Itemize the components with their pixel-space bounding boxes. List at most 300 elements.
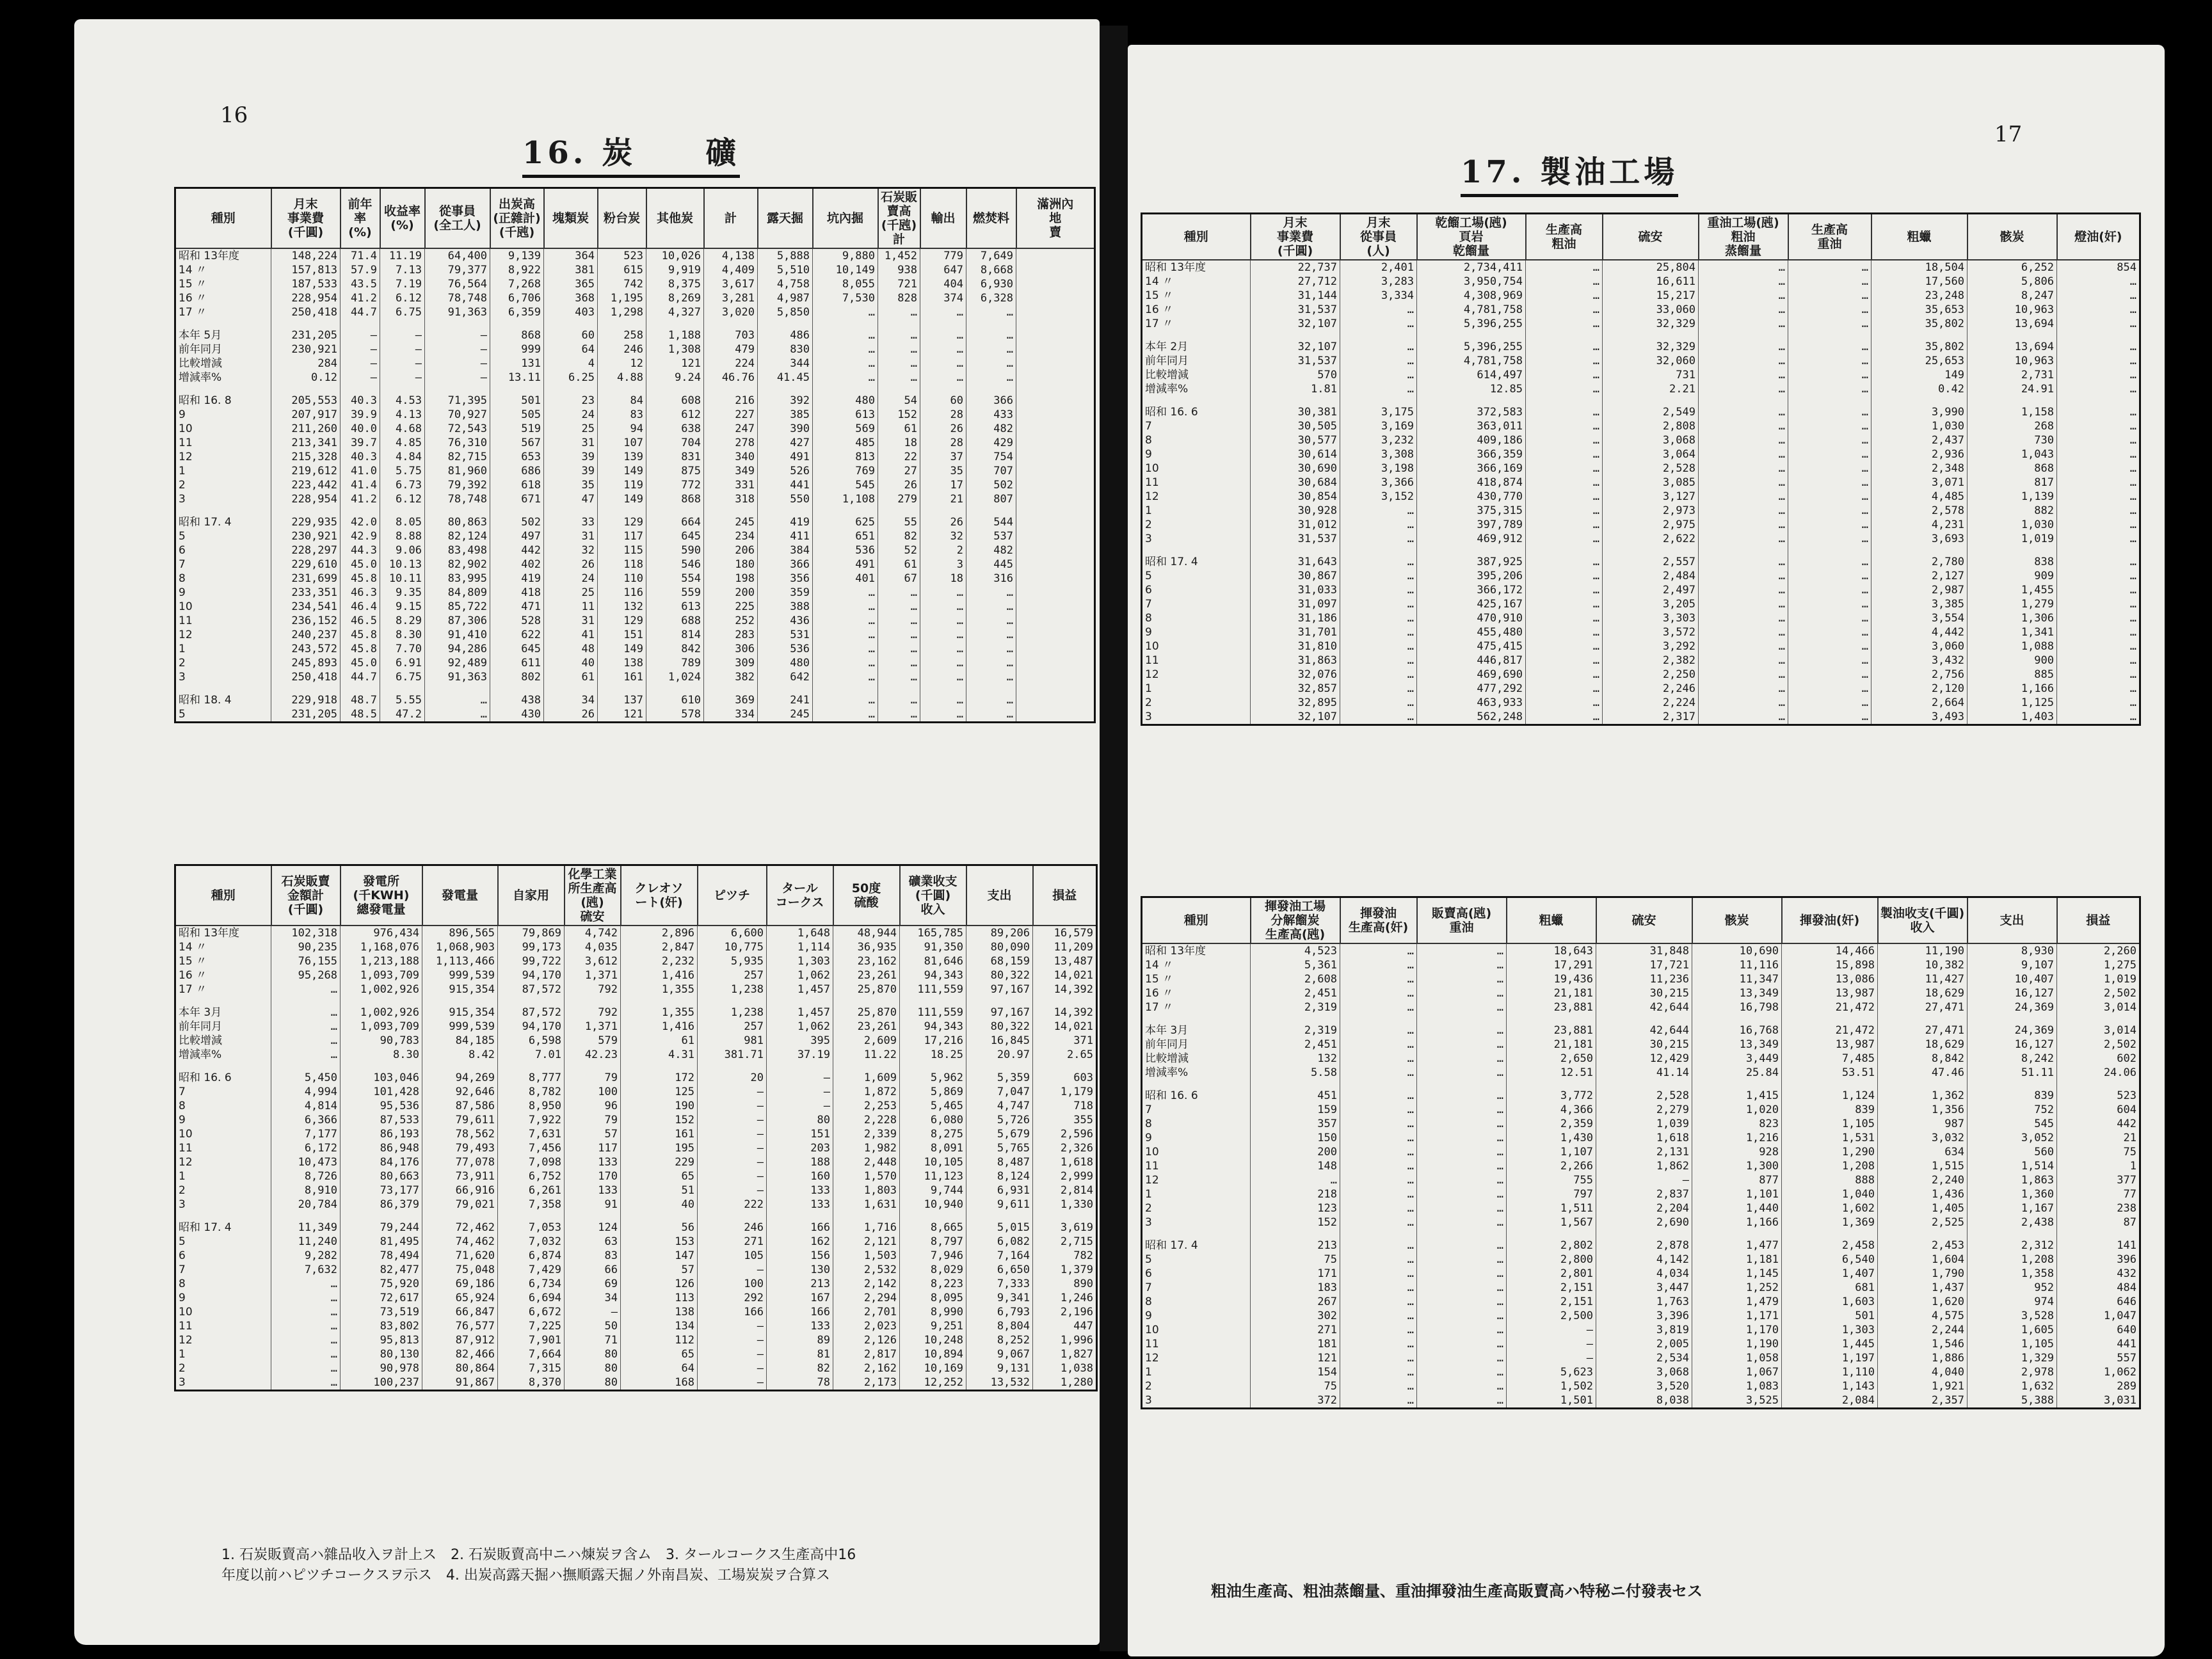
table-cell: …	[1788, 317, 1871, 331]
table-cell: 1,058	[1692, 1351, 1782, 1365]
table-cell: 1,567	[1507, 1215, 1596, 1230]
table-cell: 7,922	[498, 1113, 565, 1127]
table-cell: …	[1417, 1023, 1507, 1038]
table-cell: …	[1699, 569, 1788, 583]
table-cell: 50	[565, 1319, 621, 1333]
table-cell: 246	[698, 1221, 767, 1235]
table-cell: …	[878, 642, 920, 656]
table-cell: 71	[565, 1333, 621, 1347]
table-cell: 42,644	[1596, 1000, 1692, 1014]
table-cell: 91,363	[425, 670, 490, 684]
table-cell: 7.01	[498, 1048, 565, 1062]
table-cell: 82,715	[425, 450, 490, 464]
table-cell: 32,107	[1251, 710, 1340, 725]
table-cell: 1,039	[1596, 1117, 1692, 1131]
table-cell: 76,577	[422, 1319, 498, 1333]
table-cell: 69,186	[422, 1277, 498, 1291]
column-header: 石炭販賣 金額計 (千圓)	[271, 865, 341, 926]
table-cell: 8,375	[646, 277, 704, 291]
table-cell: 206	[704, 543, 758, 557]
table-cell: 1,208	[1968, 1253, 2057, 1267]
row-label: 15 〃	[175, 954, 271, 968]
table-cell: 2,756	[1871, 668, 1968, 682]
table-cell: 124	[565, 1221, 621, 1235]
table-cell: 2,578	[1871, 504, 1968, 518]
table-cell: …	[2057, 354, 2140, 368]
table-cell: 1,863	[1968, 1173, 2057, 1187]
table-cell: 200	[704, 586, 758, 600]
table-row	[175, 670, 1095, 684]
table-cell: 3,572	[1603, 625, 1699, 639]
table-cell: 25,653	[1871, 354, 1968, 368]
group-spacer	[175, 319, 1095, 328]
table-cell: 2,312	[1968, 1238, 2057, 1253]
row-label: 昭和 16. 6	[175, 1071, 271, 1085]
table-cell: …	[1788, 303, 1871, 317]
table-cell: 531	[758, 628, 813, 642]
table-cell: 1,114	[767, 940, 833, 954]
column-header: 滿洲內 地 賣	[1016, 188, 1095, 249]
table-cell: 32,857	[1251, 682, 1340, 696]
table-cell: 64	[544, 342, 598, 357]
table-cell: 10,894	[900, 1347, 966, 1361]
table-cell: 618	[490, 478, 544, 492]
row-label: 2	[1142, 1379, 1251, 1393]
table-cell: …	[1340, 1103, 1417, 1117]
table-cell: 90,235	[271, 940, 341, 954]
table-cell: 33,060	[1603, 303, 1699, 317]
table-cell: 2,023	[833, 1319, 900, 1333]
row-label: 比較增減	[175, 1034, 271, 1048]
table-cell: …	[920, 656, 966, 670]
table-cell: …	[1699, 639, 1788, 653]
table-cell: 8,950	[498, 1099, 565, 1113]
table-cell: 8.05	[380, 515, 425, 529]
table-cell: 470,910	[1417, 611, 1526, 625]
table-row	[1142, 986, 2140, 1000]
table-cell: …	[1699, 476, 1788, 490]
table-cell: 91,867	[422, 1375, 498, 1391]
table-cell: 10,963	[1968, 303, 2057, 317]
row-label: 6	[175, 543, 271, 557]
table-cell: 11,123	[900, 1169, 966, 1183]
header-row	[1142, 897, 2140, 944]
table-cell: …	[2057, 696, 2140, 710]
table-cell: 28	[920, 436, 966, 450]
table-cell: 138	[598, 656, 646, 670]
table-cell: 613	[813, 408, 878, 422]
table-cell: 1,030	[1968, 518, 2057, 532]
table-cell: 8,275	[900, 1127, 966, 1141]
table-cell: 6,650	[966, 1263, 1033, 1277]
table-cell: 603	[1033, 1071, 1097, 1085]
table-cell: …	[1417, 1201, 1507, 1215]
table-cell: 21	[2057, 1131, 2140, 1145]
table-cell: 1,213,188	[341, 954, 422, 968]
table-cell: 868	[646, 492, 704, 506]
table-cell: 23,881	[1507, 1023, 1596, 1038]
table-cell: 2,734,411	[1417, 260, 1526, 275]
table-cell: 447	[1033, 1319, 1097, 1333]
table-cell: 25,804	[1603, 260, 1699, 275]
table-row	[1142, 639, 2140, 653]
table-cell: …	[1340, 710, 1417, 725]
table-cell: 137	[598, 693, 646, 707]
table-row	[1142, 1281, 2140, 1295]
table-cell: 73,519	[341, 1305, 422, 1319]
table-cell: …	[1526, 354, 1603, 368]
table-cell: 612	[646, 408, 704, 422]
table-cell: …	[1699, 368, 1788, 382]
row-label: 15 〃	[175, 277, 271, 291]
row-label: 前年同月	[175, 1020, 271, 1034]
table-cell: —	[698, 1085, 767, 1099]
row-label: 2	[175, 1361, 271, 1375]
column-header: 種別	[1142, 214, 1251, 260]
table-cell: …	[271, 1277, 341, 1291]
table-cell: 78,748	[425, 492, 490, 506]
table-cell: 839	[1968, 1089, 2057, 1103]
table-cell: …	[920, 670, 966, 684]
table-cell: …	[1417, 1393, 1507, 1409]
column-header: 生產高 重油	[1788, 214, 1871, 260]
table-cell: …	[2057, 532, 2140, 546]
table-cell: 84,809	[425, 586, 490, 600]
table-cell: 1,479	[1692, 1295, 1782, 1309]
table-cell: 44.7	[341, 305, 380, 319]
table-row	[1142, 419, 2140, 433]
table-cell: 1,275	[2057, 958, 2140, 972]
table-cell: …	[920, 371, 966, 385]
table-cell: …	[2057, 340, 2140, 354]
table-cell: 387,925	[1417, 555, 1526, 569]
table-cell: 3,152	[1340, 490, 1417, 504]
table-cell: 80	[565, 1347, 621, 1361]
row-label: 7	[1142, 419, 1251, 433]
header-row	[175, 865, 1097, 926]
table-cell: 1,371	[565, 1020, 621, 1034]
table-cell: 6,930	[966, 277, 1016, 291]
table-cell: 5,396,255	[1417, 317, 1526, 331]
table-cell: 7,530	[813, 291, 878, 305]
table-cell: —	[698, 1127, 767, 1141]
table-cell: 10,026	[646, 248, 704, 263]
table-cell: …	[1340, 340, 1417, 354]
table-cell: 83,498	[425, 543, 490, 557]
table-cell: 579	[565, 1034, 621, 1048]
table-cell: 363,011	[1417, 419, 1526, 433]
table-cell: …	[1417, 1323, 1507, 1337]
table-cell: …	[1699, 447, 1788, 461]
footnote-line: 年度以前ハピツチコークスヲ示ス 4. 出炭高露天掘ハ撫順露天掘ノ外南昌炭、工場炭炭ヲ合算ス	[221, 1567, 830, 1583]
row-label: 6	[1142, 583, 1251, 597]
table-cell: 10,473	[271, 1155, 341, 1169]
table-cell: 792	[565, 982, 621, 997]
table-cell: …	[1340, 653, 1417, 668]
table-cell: 40.3	[341, 450, 380, 464]
table-cell: 10,963	[1968, 354, 2057, 368]
table-cell: 7,047	[966, 1085, 1033, 1099]
table-cell: 292	[698, 1291, 767, 1305]
table-cell: 1,886	[1878, 1351, 1968, 1365]
table-cell: 8,804	[966, 1319, 1033, 1333]
table-cell: …	[2057, 405, 2140, 419]
table-cell: 2,204	[1596, 1201, 1692, 1215]
row-label: 昭和 16. 6	[1142, 1089, 1251, 1103]
table-cell: 1,403	[1968, 710, 2057, 725]
table-cell: …	[878, 628, 920, 642]
group-spacer	[1142, 1014, 2140, 1023]
table-cell: 5,888	[758, 248, 813, 263]
table-cell: …	[1788, 275, 1871, 289]
table-row	[175, 1071, 1097, 1085]
column-header: 月末 從事員 (人)	[1340, 214, 1417, 260]
table-cell: 2,451	[1251, 1038, 1340, 1052]
table-cell: …	[1788, 555, 1871, 569]
table-cell: 2,690	[1596, 1215, 1692, 1230]
table-cell: 243,572	[271, 642, 341, 656]
row-label: 增減率%	[1142, 1066, 1251, 1080]
table-row	[175, 342, 1095, 357]
row-label: 10	[175, 1305, 271, 1319]
table-cell: 72,543	[425, 422, 490, 436]
row-label: 11	[1142, 653, 1251, 668]
table-cell: …	[1340, 958, 1417, 972]
table-cell: 838	[1968, 555, 2057, 569]
table-cell: …	[1526, 317, 1603, 331]
table-cell: …	[1417, 986, 1507, 1000]
table-cell: —	[565, 1305, 621, 1319]
table-cell: 8.30	[380, 628, 425, 642]
table-cell: …	[1340, 1066, 1417, 1080]
table-row	[175, 328, 1095, 342]
table-cell: …	[920, 642, 966, 656]
table-cell: 1,503	[833, 1249, 900, 1263]
table-cell: 1,457	[767, 1006, 833, 1020]
table-cell: …	[1526, 569, 1603, 583]
table-cell: 95,268	[271, 968, 341, 982]
row-label: 17 〃	[175, 982, 271, 997]
table-cell: 51	[621, 1183, 698, 1198]
table-cell: 5,679	[966, 1127, 1033, 1141]
table-cell: —	[341, 342, 380, 357]
table-cell: 24.91	[1968, 382, 2057, 396]
table-cell: …	[1251, 1173, 1340, 1187]
table-cell: 21,472	[1782, 1023, 1878, 1038]
table-cell: 6,082	[966, 1235, 1033, 1249]
table-cell: 99,173	[498, 940, 565, 954]
table-cell: …	[1526, 611, 1603, 625]
table-cell: 83	[598, 408, 646, 422]
table-row	[175, 1235, 1097, 1249]
table-cell: 4,035	[565, 940, 621, 954]
table-cell: 7,333	[966, 1277, 1033, 1291]
table-cell: 14,466	[1782, 943, 1878, 958]
table-cell: 634	[1878, 1145, 1968, 1159]
table-cell: 7.13	[380, 263, 425, 277]
table-cell: 2,817	[833, 1347, 900, 1361]
table-cell: 1,452	[878, 248, 920, 263]
header-row	[175, 188, 1095, 249]
table-cell: …	[1340, 1351, 1417, 1365]
table-cell: 8,269	[646, 291, 704, 305]
table-row	[175, 1127, 1097, 1141]
table-cell: 396	[2057, 1253, 2140, 1267]
row-label: 16 〃	[1142, 303, 1251, 317]
table-cell: 284	[271, 357, 341, 371]
table-cell: 139	[598, 450, 646, 464]
table-cell: 1,356	[1878, 1103, 1968, 1117]
table-cell: 13,487	[1033, 954, 1097, 968]
table-cell: 84	[598, 394, 646, 408]
table-row	[1142, 504, 2140, 518]
table-cell: 976,434	[341, 926, 422, 940]
table-cell: 11,427	[1878, 972, 1968, 986]
table-cell: …	[1526, 260, 1603, 275]
table-cell: 2,528	[1603, 461, 1699, 476]
table-cell: 1,168,076	[341, 940, 422, 954]
table-cell: 55	[878, 515, 920, 529]
row-label: 昭和 17. 4	[1142, 555, 1251, 569]
table-row	[1142, 532, 2140, 546]
table-cell: 6.12	[380, 291, 425, 305]
table-cell: 442	[490, 543, 544, 557]
table-cell: …	[1699, 490, 1788, 504]
table-cell: 6.75	[380, 305, 425, 319]
table-cell: 289	[2057, 1379, 2140, 1393]
group-spacer	[175, 684, 1095, 693]
table-cell: 469,912	[1417, 532, 1526, 546]
table-cell: …	[1340, 317, 1417, 331]
table-cell: —	[380, 328, 425, 342]
column-header: 石炭販賣高 (千瓲) 計	[878, 188, 920, 249]
table-cell: …	[1340, 625, 1417, 639]
table-cell: 11	[544, 600, 598, 614]
table-cell: …	[1526, 597, 1603, 611]
table-cell: 13,694	[1968, 340, 2057, 354]
table-row	[1142, 447, 2140, 461]
table-cell: 133	[565, 1155, 621, 1169]
table-cell: 615	[598, 263, 646, 277]
table-cell: 13,987	[1782, 1038, 1878, 1052]
table-cell: 2,801	[1507, 1267, 1596, 1281]
table-cell: …	[1526, 433, 1603, 447]
table-cell: …	[1788, 611, 1871, 625]
table-row	[1142, 260, 2140, 275]
table-row	[175, 1263, 1097, 1277]
table-cell: …	[1417, 1038, 1507, 1052]
table-cell: …	[1340, 1023, 1417, 1038]
table-cell: 149	[598, 464, 646, 478]
table-cell: 7,456	[498, 1141, 565, 1155]
table-cell: 372,583	[1417, 405, 1526, 419]
table-cell: 31,810	[1251, 639, 1340, 653]
column-header: 輸出	[920, 188, 966, 249]
row-label: 本年 2月	[1142, 340, 1251, 354]
table-cell: 814	[646, 628, 704, 642]
table-cell: 987	[1878, 1117, 1968, 1131]
row-label: 9	[1142, 447, 1251, 461]
table-cell: 87	[2057, 1215, 2140, 1230]
table-cell: 25	[544, 422, 598, 436]
row-label: 增減率%	[175, 1048, 271, 1062]
row-label: 12	[175, 1155, 271, 1169]
table-cell: 2,294	[833, 1291, 900, 1305]
table-cell: 6,359	[490, 305, 544, 319]
table-cell: 40	[544, 656, 598, 670]
table-cell: 245	[704, 515, 758, 529]
table-cell: …	[1526, 447, 1603, 461]
table-cell: 12.85	[1417, 382, 1526, 396]
table-cell: …	[1340, 696, 1417, 710]
table-cell: 651	[813, 529, 878, 543]
table-cell: 71,395	[425, 394, 490, 408]
table-cell: 1,445	[1782, 1337, 1878, 1351]
table-cell: 471	[490, 600, 544, 614]
table-cell: 126	[621, 1277, 698, 1291]
table-row	[1142, 1201, 2140, 1215]
table-cell: …	[1788, 625, 1871, 639]
table-cell: 1,279	[1968, 597, 2057, 611]
table-cell: 1,088	[1968, 639, 2057, 653]
table-row	[175, 926, 1097, 940]
table-cell: …	[1526, 639, 1603, 653]
table-cell: 625	[813, 515, 878, 529]
table-cell: …	[1417, 1281, 1507, 1295]
table-cell: 567	[490, 436, 544, 450]
table-cell: 1,238	[698, 1006, 767, 1020]
table-cell: …	[1340, 368, 1417, 382]
table-cell: 1,093,709	[341, 1020, 422, 1034]
table-cell: 1,107	[1507, 1145, 1596, 1159]
table-cell: 646	[2057, 1295, 2140, 1309]
table-row	[175, 422, 1095, 436]
table-cell: 31,012	[1251, 518, 1340, 532]
table-cell: 36,935	[833, 940, 900, 954]
row-label: 比較增減	[175, 357, 271, 371]
table-cell: …	[1699, 555, 1788, 569]
table-cell: 1,062	[767, 968, 833, 982]
table-cell: …	[1699, 532, 1788, 546]
table-cell: 250,418	[271, 305, 341, 319]
table-cell: 75,920	[341, 1277, 422, 1291]
table-cell: 357	[1251, 1117, 1340, 1131]
row-label: 9	[175, 408, 271, 422]
table-cell: 48.5	[341, 707, 380, 723]
table-cell: 2,260	[2057, 943, 2140, 958]
table-cell: …	[2057, 597, 2140, 611]
table-cell: …	[1788, 639, 1871, 653]
row-label: 昭和 13年度	[1142, 943, 1251, 958]
table-cell: …	[966, 693, 1016, 707]
table-row	[1142, 583, 2140, 597]
table-cell: 1,246	[1033, 1291, 1097, 1305]
table-cell: 2,701	[833, 1305, 900, 1319]
table-cell: 45.8	[341, 572, 380, 586]
row-label: 本年 3月	[175, 1006, 271, 1020]
table-cell: 39	[544, 450, 598, 464]
table-cell: 640	[2057, 1323, 2140, 1337]
table-cell: 44.7	[341, 670, 380, 684]
table-cell: 258	[598, 328, 646, 342]
table-cell: 228,954	[271, 492, 341, 506]
table-cell: …	[1340, 1393, 1417, 1409]
table-cell: 111,559	[900, 1006, 966, 1020]
row-label: 昭和 16. 8	[175, 394, 271, 408]
table-cell: …	[1417, 1215, 1507, 1230]
row-label: 8	[175, 1277, 271, 1291]
table-cell: 229,935	[271, 515, 341, 529]
